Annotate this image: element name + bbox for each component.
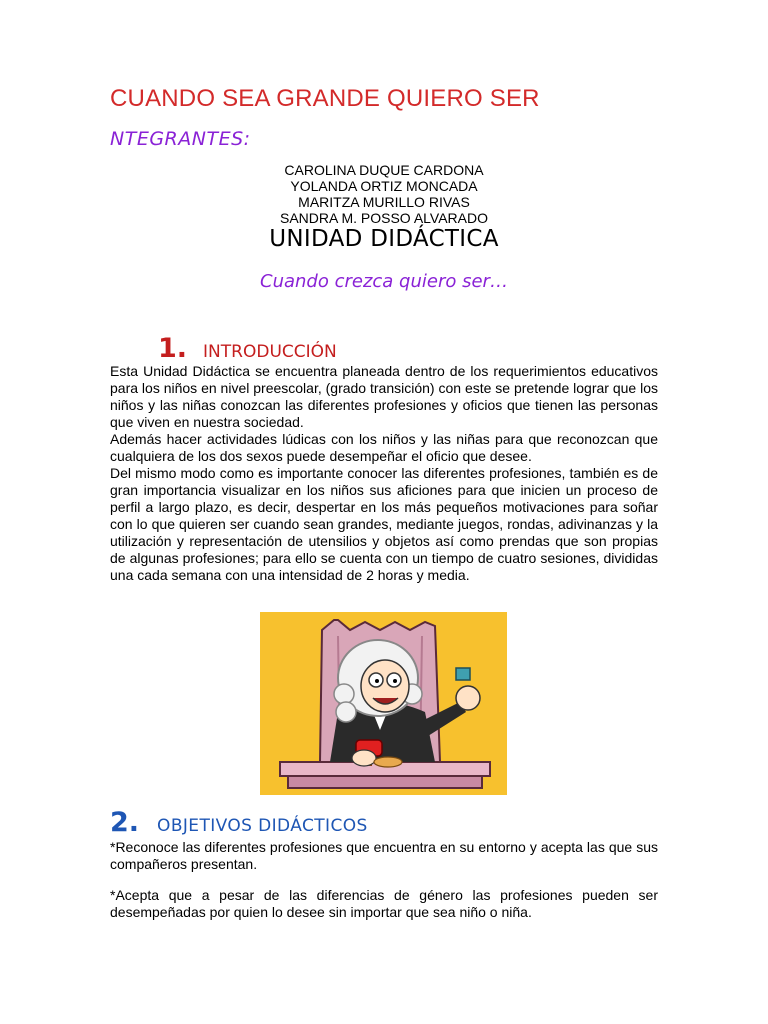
section-heading-introduction [158, 333, 337, 364]
section-number: 1. [158, 333, 188, 364]
paragraph: Del mismo modo como es importante conocer las diferentes profesiones, también es de gran importancia visualizar en los niños sus aficiones para que inicien un proceso de perfil a largo plazo, es decir, despertar en los más pequeños motivaciones para soñar con lo que quieren ser cuando sean grandes, mediante juegos, rondas, adivinanzas y la utilización y representación de utensilios y objetos así como prendas que son propias de algunas profesiones; para ello se cuenta con un tiempo de cuatro sesiones, divididas una cada semana con una intensidad de 2 horas y media. [110, 465, 658, 583]
objective-item [110, 839, 658, 873]
document-subtitle: Cuando crezca quiero ser… [260, 271, 508, 292]
members-list [200, 162, 568, 226]
section-title: INTRODUCCIÓN [203, 342, 337, 362]
member-name: MARITZA MURILLO RIVAS [298, 194, 470, 210]
paragraph: Esta Unidad Didáctica se encuentra planeada dentro de los requerimientos educativos para los niños en nivel preescolar, (grado transición) con este se pretende lograr que los niños y las niñas conozcan las diferentes profesiones y oficios que tienen las personas que viven en nuestra sociedad. [110, 363, 658, 430]
paragraph: Además hacer actividades lúdicas con los niños y las niñas para que reconozcan que cualquiera de los dos sexos puede desempeñar el oficio que desee. [110, 431, 658, 464]
document-title: CUANDO SEA GRANDE QUIERO SER [110, 85, 540, 112]
integrantes-label: NTEGRANTES: [110, 128, 251, 150]
introduction-text [110, 363, 658, 584]
member-name: CAROLINA DUQUE CARDONA [284, 162, 484, 178]
member-name: YOLANDA ORTIZ MONCADA [290, 178, 478, 194]
objective-item [110, 887, 658, 921]
paragraph: *Acepta que a pesar de las diferencias de género las profesiones pueden ser desempeñadas por quien lo desee sin importar que sea niño o niña. [110, 887, 658, 920]
section-heading-objectives [110, 807, 368, 838]
judge-cartoon-illustration [260, 612, 507, 795]
unit-heading: UNIDAD DIDÁCTICA [269, 226, 499, 252]
section-number: 2. [110, 807, 140, 838]
section-title: OBJETIVOS DIDÁCTICOS [157, 816, 368, 836]
member-name: SANDRA M. POSSO ALVARADO [280, 210, 488, 226]
paragraph: *Reconoce las diferentes profesiones que encuentra en su entorno y acepta las que sus compañeros presentan. [110, 839, 658, 872]
